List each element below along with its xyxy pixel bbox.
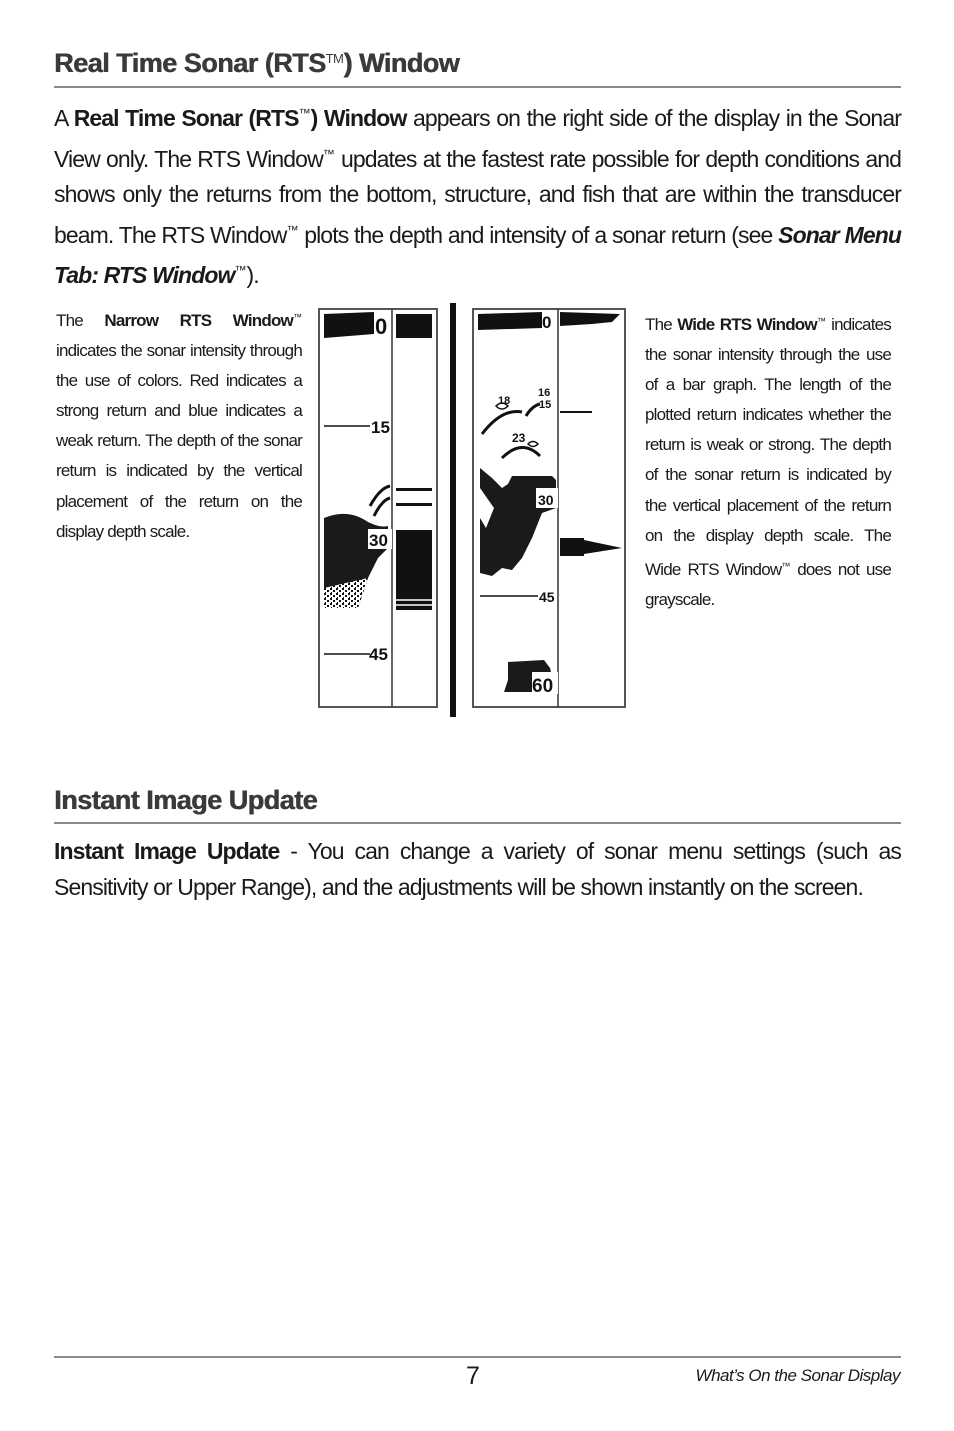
caption-text: does not use grayscale. [645,559,891,609]
title-text: Instant Image Update [54,785,318,815]
cross-reference-link[interactable]: Sonar Menu Tab: RTS Window [54,221,902,288]
tm-mark: ™ [298,106,311,120]
intro-text: updates at the fastest rate possible for depth conditions and shows only the returns from the bottom, structure, and fish that are within the transducer beam. The RTS Window [54,145,901,248]
depth-label: 0 [542,313,552,332]
fish-depth-label: 18 [498,395,511,407]
caption-the: The [56,311,105,330]
intro-a: A [54,105,74,131]
depth-label: 0 [375,314,388,339]
depth-label: 60 [532,676,554,697]
instant-update-bold-term: Instant Image Update [54,838,280,864]
depth-label: 30 [369,531,388,550]
narrow-rts-window-image [318,308,438,708]
depth-label: 45 [539,589,555,605]
instant-update-paragraph [54,834,901,905]
depth-label: 30 [538,492,554,508]
tm-mark: ™ [781,560,791,571]
footer-chapter-title: What’s On the Sonar Display [695,1366,900,1385]
caption-the: The [645,315,678,334]
narrow-rts-caption [56,302,302,547]
title-text: Real Time Sonar (RTS [54,48,326,78]
tm-mark: ™ [816,316,826,326]
figure-divider [450,303,456,717]
wide-rts-window-image [472,308,626,708]
fish-depth-label: 15 [539,399,552,411]
tm-mark: ™ [234,263,247,277]
instant-update-text: - You can change a variety of sonar menu settings (such as Sensitivity or Upper Range), and the adjustments will be shown instantly on the screen. [54,838,901,900]
caption-text: indicates the sonar intensity through the use of colors. Red indicates a strong return and blue indicates a weak return. The depth of the sonar return is indicated by the vertical placement of the return on the display depth scale. [56,341,302,541]
fish-depth-label: 16 [538,387,551,399]
intro-text: plots the depth and intensity of a sonar return (see [298,221,779,248]
intro-text: ). [246,262,259,288]
tm-mark: ™ [293,312,302,322]
section-divider [54,86,901,88]
title-trademark: TM [325,51,344,66]
intro-text: appears on the right side of the display in the Sonar View only. The RTS Window [54,105,901,172]
caption-bold-term: Narrow RTS Window [104,311,293,330]
page-number: 7 [466,1362,480,1390]
wide-rts-caption [645,306,891,615]
title-text-end: ) Window [343,48,460,78]
depth-label: 15 [371,418,390,437]
tm-mark: ™ [322,146,335,161]
section-divider [54,822,901,824]
intro-bold-term: Real Time Sonar (RTS [73,105,299,131]
section-title-rts-window [54,48,459,79]
caption-text: indicates the sonar intensity through the use of a bar graph. The length of the plotted return indicates whether the return is weak or strong. The depth of the sonar return is indicated by the vertical placement of the return on the display depth scale. The Wide RTS Window [645,315,891,579]
section-title-instant-image-update [54,785,317,816]
fish-depth-label: 23 [512,431,526,445]
caption-bold-term: Wide RTS Window [677,315,817,334]
intro-paragraph [54,96,901,294]
footer-divider [54,1356,901,1358]
depth-label: 45 [369,645,388,664]
intro-bold-term-end: ) Window [310,105,407,131]
tm-mark: ™ [286,222,299,237]
